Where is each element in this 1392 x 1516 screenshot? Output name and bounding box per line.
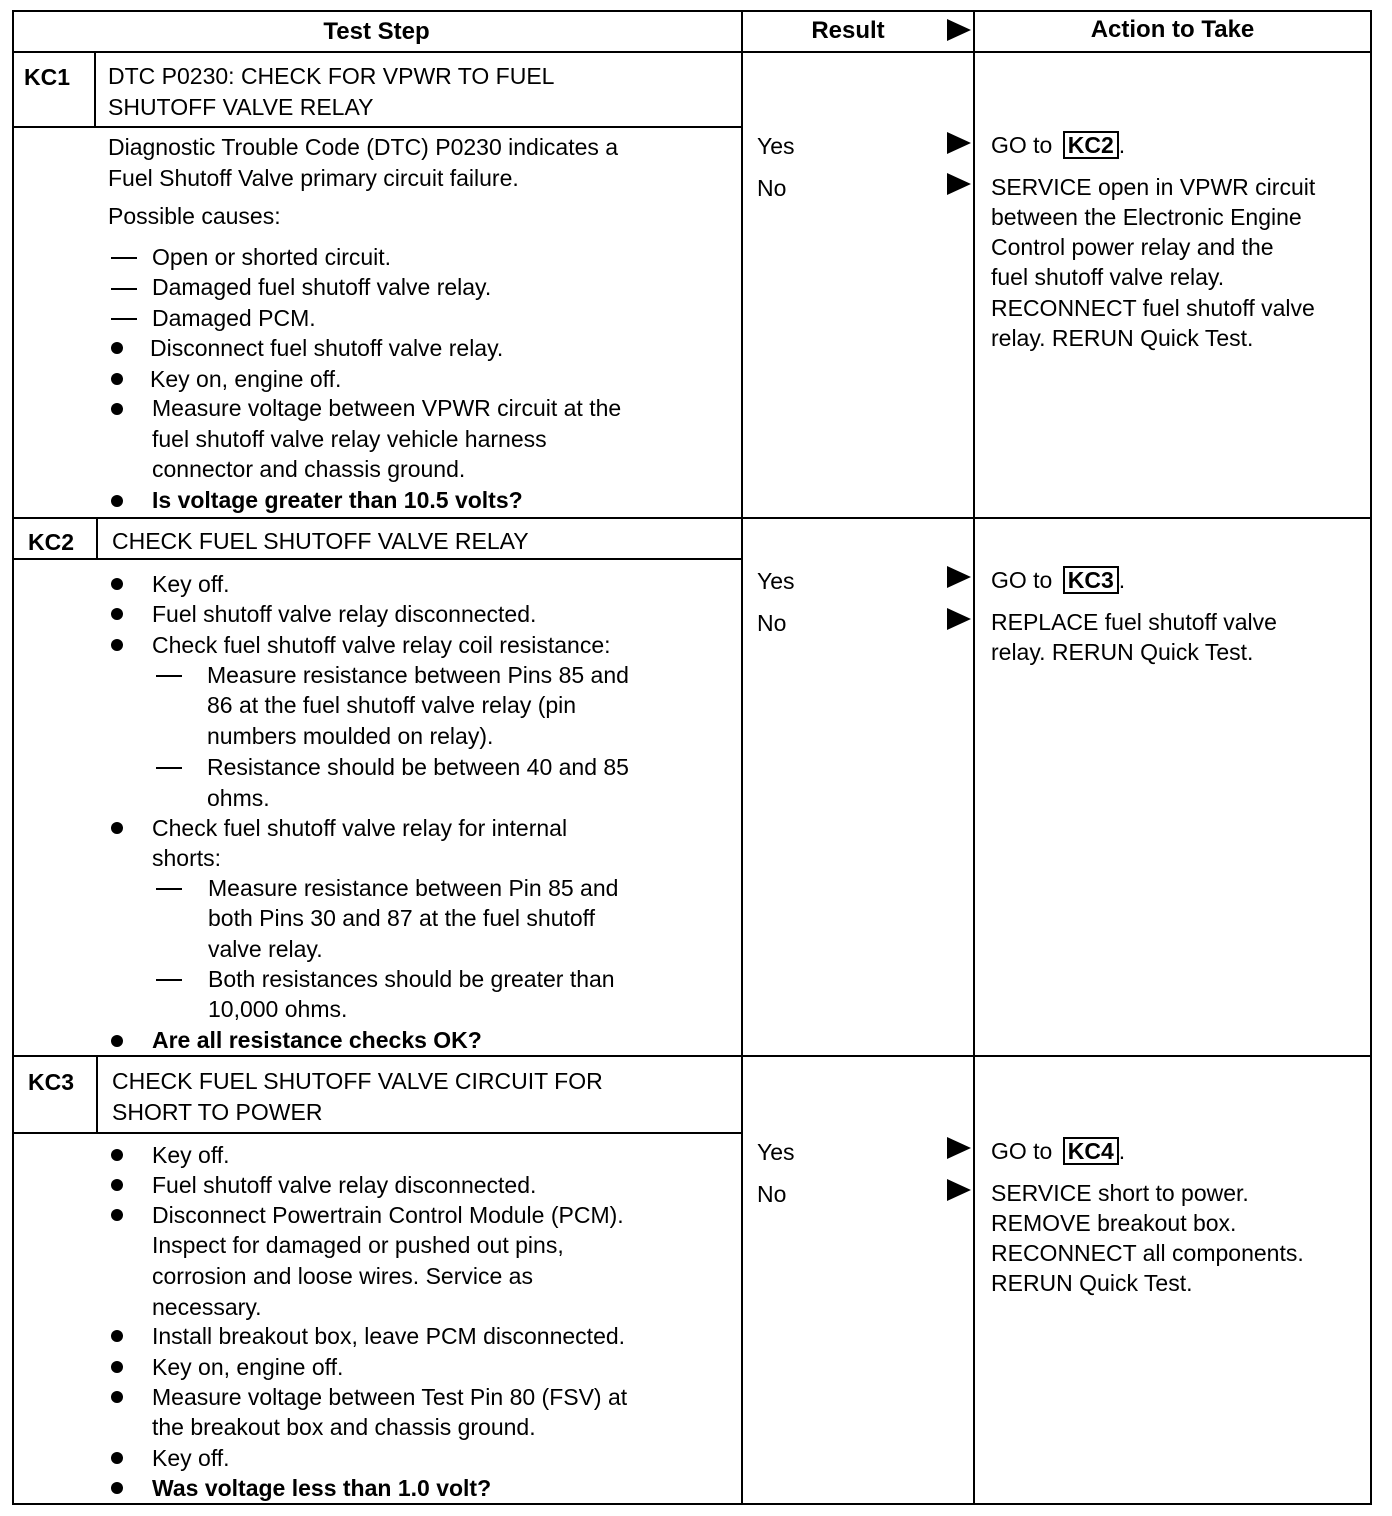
code-cell-divider-kc2 [96, 517, 98, 560]
cause-item: Open or shorted circuit. [152, 244, 392, 270]
step-intro: Diagnostic Trouble Code (DTC) P0230 indicates a [108, 134, 619, 160]
yes-action-text: GO to [991, 132, 1059, 158]
step-title: CHECK FUEL SHUTOFF VALVE RELAY [112, 528, 529, 554]
dash-icon [156, 888, 182, 890]
column-divider-result [741, 10, 743, 1505]
yes-action-period: . [1118, 132, 1126, 158]
bullet-icon [111, 1361, 123, 1373]
bullet-item: Key off. [152, 1445, 230, 1471]
sub-item: ohms. [207, 785, 270, 811]
bullet-item: Key off. [152, 1142, 230, 1168]
sub-item: Measure resistance between Pin 85 and [208, 875, 619, 901]
bullet-item: necessary. [152, 1294, 262, 1320]
yes-action [991, 130, 1125, 160]
no-action: REMOVE breakout box. [991, 1210, 1237, 1236]
bullet-item: Key off. [152, 571, 230, 597]
bullet-icon [111, 1482, 123, 1494]
result-no: No [757, 1181, 787, 1207]
sub-item: numbers moulded on relay). [207, 723, 494, 749]
table-border-top [12, 10, 1372, 12]
yes-action [991, 565, 1125, 595]
step-code: KC3 [28, 1069, 75, 1095]
bullet-item: Fuel shutoff valve relay disconnected. [152, 601, 537, 627]
yes-action-period: . [1118, 567, 1126, 593]
bullet-icon [111, 1330, 123, 1342]
result-arrow-icon [947, 173, 971, 195]
header-result: Result [811, 17, 885, 44]
title-underline-kc1 [12, 126, 741, 128]
result-yes: Yes [757, 1139, 795, 1165]
bullet-icon [111, 822, 123, 834]
step-divider-kc2 [12, 517, 1372, 519]
column-divider-action [973, 10, 975, 1505]
no-action: relay. RERUN Quick Test. [991, 639, 1254, 665]
bullet-item: Fuel shutoff valve relay disconnected. [152, 1172, 537, 1198]
bullet-item: connector and chassis ground. [152, 456, 466, 482]
result-yes: Yes [757, 133, 795, 159]
result-no: No [757, 175, 787, 201]
bullet-item: Inspect for damaged or pushed out pins, [152, 1232, 564, 1258]
dash-icon [156, 767, 182, 769]
bullet-item: Measure voltage between Test Pin 80 (FSV) at [152, 1384, 628, 1410]
step-title: SHUTOFF VALVE RELAY [108, 94, 374, 120]
step-title: SHORT TO POWER [112, 1099, 323, 1125]
bullet-item: Key on, engine off. [152, 1354, 344, 1380]
bullet-icon [111, 403, 123, 415]
bullet-icon [111, 373, 123, 385]
result-yes: Yes [757, 568, 795, 594]
table-border-bottom [12, 1503, 1372, 1505]
dash-icon [111, 257, 137, 259]
bullet-icon [111, 639, 123, 651]
no-action: SERVICE open in VPWR circuit [991, 174, 1316, 200]
bullet-item: fuel shutoff valve relay vehicle harness [152, 426, 547, 452]
step-reference-link[interactable]: KC2 [1063, 131, 1119, 159]
step-question: Was voltage less than 1.0 volt? [152, 1475, 492, 1501]
bullet-icon [111, 1035, 123, 1047]
step-title: DTC P0230: CHECK FOR VPWR TO FUEL [108, 63, 555, 89]
sub-item: Resistance should be between 40 and 85 [207, 754, 629, 780]
step-reference-link[interactable]: KC3 [1063, 566, 1119, 594]
bullet-icon [111, 1209, 123, 1221]
yes-action-text: GO to [991, 1138, 1059, 1164]
sub-item: Both resistances should be greater than [208, 966, 615, 992]
title-underline-kc3 [12, 1132, 741, 1134]
code-cell-divider-kc1 [94, 51, 96, 128]
bullet-icon [111, 1179, 123, 1191]
step-reference-link[interactable]: KC4 [1063, 1137, 1119, 1165]
no-action: RECONNECT all components. [991, 1240, 1304, 1266]
sub-item: 86 at the fuel shutoff valve relay (pin [207, 692, 577, 718]
cause-item: Damaged fuel shutoff valve relay. [152, 274, 492, 300]
no-action: between the Electronic Engine [991, 204, 1302, 230]
no-action: relay. RERUN Quick Test. [991, 325, 1254, 351]
sub-item: valve relay. [208, 936, 323, 962]
bullet-item: shorts: [152, 845, 222, 871]
bullet-icon [111, 608, 123, 620]
bullet-item: Install breakout box, leave PCM disconnected. [152, 1323, 626, 1349]
sub-item: Measure resistance between Pins 85 and [207, 662, 629, 688]
bullet-item: Measure voltage between VPWR circuit at the [152, 395, 622, 421]
step-code: KC1 [24, 64, 71, 90]
result-no: No [757, 610, 787, 636]
result-arrow-icon [947, 1179, 971, 1201]
dash-icon [111, 288, 137, 290]
no-action: RERUN Quick Test. [991, 1270, 1193, 1296]
result-arrow-icon [947, 608, 971, 630]
result-arrow-icon [947, 1137, 971, 1159]
bullet-item: Disconnect Powertrain Control Module (PCM). [152, 1202, 624, 1228]
step-intro: Fuel Shutoff Valve primary circuit failure. [108, 165, 519, 191]
code-cell-divider-kc3 [96, 1055, 98, 1134]
step-title: CHECK FUEL SHUTOFF VALVE CIRCUIT FOR [112, 1068, 603, 1094]
no-action: Control power relay and the [991, 234, 1274, 260]
bullet-icon [111, 1452, 123, 1464]
bullet-icon [111, 1391, 123, 1403]
step-code: KC2 [28, 529, 75, 555]
no-action: REPLACE fuel shutoff valve [991, 609, 1277, 635]
bullet-icon [111, 1149, 123, 1161]
bullet-item: Disconnect fuel shutoff valve relay. [150, 335, 504, 361]
bullet-item: the breakout box and chassis ground. [152, 1414, 536, 1440]
yes-action [991, 1136, 1125, 1166]
header-test-step: Test Step [323, 18, 430, 45]
title-underline-kc2 [12, 558, 741, 560]
table-border-left [12, 10, 14, 1505]
bullet-icon [111, 342, 123, 354]
result-arrow-icon [947, 566, 971, 588]
dash-icon [156, 675, 182, 677]
header-arrow-icon [947, 19, 971, 41]
step-question: Is voltage greater than 10.5 volts? [152, 487, 523, 513]
bullet-item: Check fuel shutoff valve relay for internal [152, 815, 568, 841]
bullet-item: Key on, engine off. [150, 366, 342, 392]
bullet-item: Check fuel shutoff valve relay coil resistance: [152, 632, 611, 658]
step-divider-kc3 [12, 1055, 1372, 1057]
causes-label: Possible causes: [108, 203, 281, 229]
dash-icon [111, 318, 137, 320]
yes-action-period: . [1118, 1138, 1126, 1164]
step-question: Are all resistance checks OK? [152, 1027, 482, 1053]
bullet-icon [111, 578, 123, 590]
dash-icon [156, 979, 182, 981]
sub-item: 10,000 ohms. [208, 996, 348, 1022]
no-action: SERVICE short to power. [991, 1180, 1249, 1206]
no-action: RECONNECT fuel shutoff valve [991, 295, 1315, 321]
no-action: fuel shutoff valve relay. [991, 264, 1225, 290]
bullet-icon [111, 495, 123, 507]
header-action: Action to Take [1090, 16, 1255, 43]
sub-item: both Pins 30 and 87 at the fuel shutoff [208, 905, 596, 931]
bullet-item: corrosion and loose wires. Service as [152, 1263, 533, 1289]
cause-item: Damaged PCM. [152, 305, 316, 331]
yes-action-text: GO to [991, 567, 1059, 593]
table-border-right [1370, 10, 1372, 1505]
result-arrow-icon [947, 132, 971, 154]
header-divider [12, 51, 1372, 53]
